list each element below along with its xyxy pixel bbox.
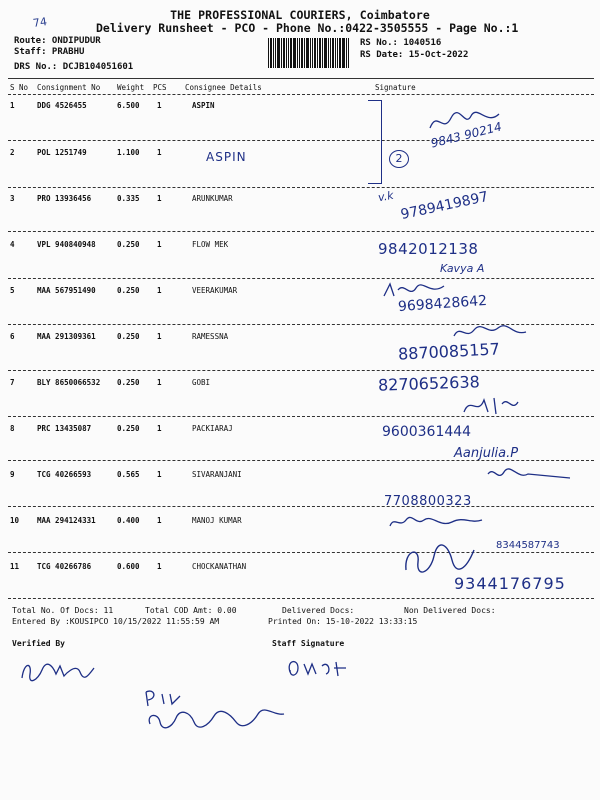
row-weight: 0.250 [117, 424, 140, 433]
row-consignee: GOBI [192, 378, 211, 387]
total-cod: Total COD Amt: 0.00 [145, 606, 237, 615]
handwritten-page-number: 74 [32, 15, 48, 30]
barcode-bar [275, 38, 276, 68]
row-divider [8, 187, 594, 188]
handwritten-phone-row4: 9842012138 [378, 240, 479, 258]
row-divider [8, 278, 594, 279]
signature-scribble-row7 [460, 392, 520, 418]
row-consignment: MAA 291309361 [37, 332, 96, 341]
barcode-bar [317, 38, 318, 68]
row-consignment: MAA 567951490 [37, 286, 96, 295]
staff-signature-mark [284, 656, 354, 682]
signature-scribble-row10 [386, 512, 486, 532]
barcode-bar [283, 38, 285, 68]
barcode-bar [332, 38, 334, 68]
row-consignee: SIVARANJANI [192, 470, 242, 479]
row-pcs: 1 [157, 240, 162, 249]
row-consignee: FLOW MEK [192, 240, 229, 249]
route-label: Route: ONDIPUDUR [14, 36, 101, 46]
handwritten-phone-row9: 7708800323 [384, 494, 472, 509]
barcode-bar [299, 38, 300, 68]
barcode-bar [328, 38, 329, 68]
handwritten-sign-row3: v.k [376, 188, 395, 205]
row-sno: 1 [10, 101, 15, 110]
col-consignee: Consignee Details [185, 83, 262, 92]
row-sno: 6 [10, 332, 15, 341]
row-pcs: 1 [157, 286, 162, 295]
row-sno: 11 [10, 562, 20, 571]
entered-by: Entered By :KOUSIPCO 10/15/2022 11:55:59 AM [12, 617, 220, 626]
staff-signature-label: Staff Signature [272, 639, 345, 648]
row-consignment: POL 1251749 [37, 148, 87, 157]
handwritten-signature-bottom [140, 684, 290, 734]
row-consignee: RAMESSNA [192, 332, 229, 341]
barcode-bar [342, 38, 345, 68]
handwritten-phone-row8: 9600361444 [382, 424, 472, 440]
barcode-bar [281, 38, 282, 68]
barcode-bar [288, 38, 289, 68]
barcode-bar [314, 38, 316, 68]
row-weight: 0.250 [117, 332, 140, 341]
row-pcs: 1 [157, 194, 162, 203]
row-consignment: VPL 940840948 [37, 240, 96, 249]
runsheet-subtitle: Delivery Runsheet - PCO - Phone No.:0422-3505555 - Page No.:1 [96, 21, 519, 35]
handwritten-phone-row11a: 8344587743 [496, 540, 560, 551]
handwritten-phone-row5: 9698428642 [397, 292, 488, 316]
barcode-bar [346, 38, 347, 68]
col-signature: Signature [375, 83, 416, 92]
barcode-bar [330, 38, 331, 68]
row-consignee: MANOJ KUMAR [192, 516, 242, 525]
barcode [268, 38, 356, 68]
barcode-bar [322, 38, 323, 68]
col-sno: S No [10, 83, 29, 92]
verified-by-label: Verified By [12, 639, 65, 648]
row-pcs: 1 [157, 516, 162, 525]
row-divider [8, 370, 594, 371]
barcode-bar [286, 38, 287, 68]
row-consignment: PRC 13435087 [37, 424, 92, 433]
verified-by-signature [18, 656, 98, 686]
rs-date: RS Date: 15-Oct-2022 [360, 50, 469, 60]
row-weight: 0.250 [117, 286, 140, 295]
row-pcs: 1 [157, 562, 162, 571]
col-weight: Weight [117, 83, 145, 92]
barcode-bar [290, 38, 292, 68]
signature-scribble-row9 [484, 464, 574, 488]
drs-number: DRS No.: DCJB104051601 [14, 62, 134, 72]
row-consignment: MAA 294124331 [37, 516, 96, 525]
staff-label: Staff: PRABHU [14, 47, 85, 57]
handwritten-phone-row3: 9789419897 [399, 188, 490, 224]
row-sno: 4 [10, 240, 15, 249]
row-divider [8, 552, 594, 553]
barcode-bar [270, 38, 272, 68]
delivered-docs: Delivered Docs: [282, 606, 355, 615]
row-divider [8, 506, 594, 507]
row-sno: 8 [10, 424, 15, 433]
row-weight: 0.250 [117, 240, 140, 249]
row-weight: 1.100 [117, 148, 140, 157]
row-pcs: 1 [157, 148, 162, 157]
row-weight: 0.400 [117, 516, 140, 525]
row-sno: 5 [10, 286, 15, 295]
handwritten-name-row2: ASPIN [206, 150, 247, 164]
company-title: THE PROFESSIONAL COURIERS, Coimbatore [170, 8, 430, 22]
row-pcs: 1 [157, 424, 162, 433]
barcode-bar [348, 38, 349, 68]
barcode-bar [335, 38, 336, 68]
non-delivered-docs: Non Delivered Docs: [404, 606, 496, 615]
row-sno: 9 [10, 470, 15, 479]
total-docs: Total No. Of Docs: 11 [12, 606, 114, 615]
row-divider [8, 231, 594, 232]
row-consignment: TCG 40266786 [37, 562, 92, 571]
barcode-bar [312, 38, 313, 68]
row-pcs: 1 [157, 332, 162, 341]
row-pcs: 1 [157, 470, 162, 479]
printed-on: Printed On: 15-10-2022 13:33:15 [268, 617, 418, 626]
row-divider [8, 140, 594, 141]
row-weight: 0.335 [117, 194, 140, 203]
barcode-bar [324, 38, 327, 68]
row-consignee: ARUNKUMAR [192, 194, 233, 203]
row-pcs: 1 [157, 101, 162, 110]
header-bottom-rule [8, 94, 594, 95]
handwritten-circled-number: 2 [389, 150, 409, 168]
barcode-bar [273, 38, 274, 68]
handwritten-phone-row6: 8870085157 [397, 339, 501, 364]
signature-bracket [368, 100, 382, 184]
barcode-bar [304, 38, 305, 68]
col-consignment: Consignment No [37, 83, 101, 92]
row-consignment: PRO 13936456 [37, 194, 92, 203]
row-consignment: TCG 40266593 [37, 470, 92, 479]
handwritten-name-row8: Aanjulia.P [454, 446, 519, 461]
row-weight: 0.250 [117, 378, 140, 387]
rs-number: RS No.: 1040516 [360, 38, 442, 48]
row-consignee: VEERAKUMAR [192, 286, 238, 295]
row-sno: 2 [10, 148, 15, 157]
row-weight: 6.500 [117, 101, 140, 110]
row-sno: 7 [10, 378, 15, 387]
barcode-bar [277, 38, 280, 68]
barcode-bar [268, 38, 269, 68]
barcode-bar [293, 38, 296, 68]
barcode-bar [319, 38, 321, 68]
barcode-bar [306, 38, 309, 68]
row-consignment: BLY 8650066532 [37, 378, 101, 387]
row-sno: 3 [10, 194, 15, 203]
row-sno: 10 [10, 516, 20, 525]
row-weight: 0.565 [117, 470, 140, 479]
row-weight: 0.600 [117, 562, 140, 571]
row-divider [8, 598, 594, 599]
barcode-bar [337, 38, 338, 68]
row-pcs: 1 [157, 378, 162, 387]
barcode-bar [297, 38, 298, 68]
header-top-rule [8, 78, 594, 79]
barcode-bar [310, 38, 311, 68]
handwritten-sign-row5: Kavya A [440, 262, 485, 275]
row-consignee: PACKIARAJ [192, 424, 233, 433]
handwritten-phone-row11b: 9344176795 [454, 574, 566, 593]
row-consignee: ASPIN [192, 101, 215, 110]
handwritten-phone-row7: 8270652638 [377, 372, 481, 395]
row-consignment: DDG 4526455 [37, 101, 87, 110]
handwritten-phone-row1: 9843 90214 [429, 119, 504, 151]
barcode-bar [339, 38, 341, 68]
col-pcs: PCS [153, 83, 167, 92]
barcode-bar [301, 38, 303, 68]
row-consignee: CHOCKANATHAN [192, 562, 247, 571]
